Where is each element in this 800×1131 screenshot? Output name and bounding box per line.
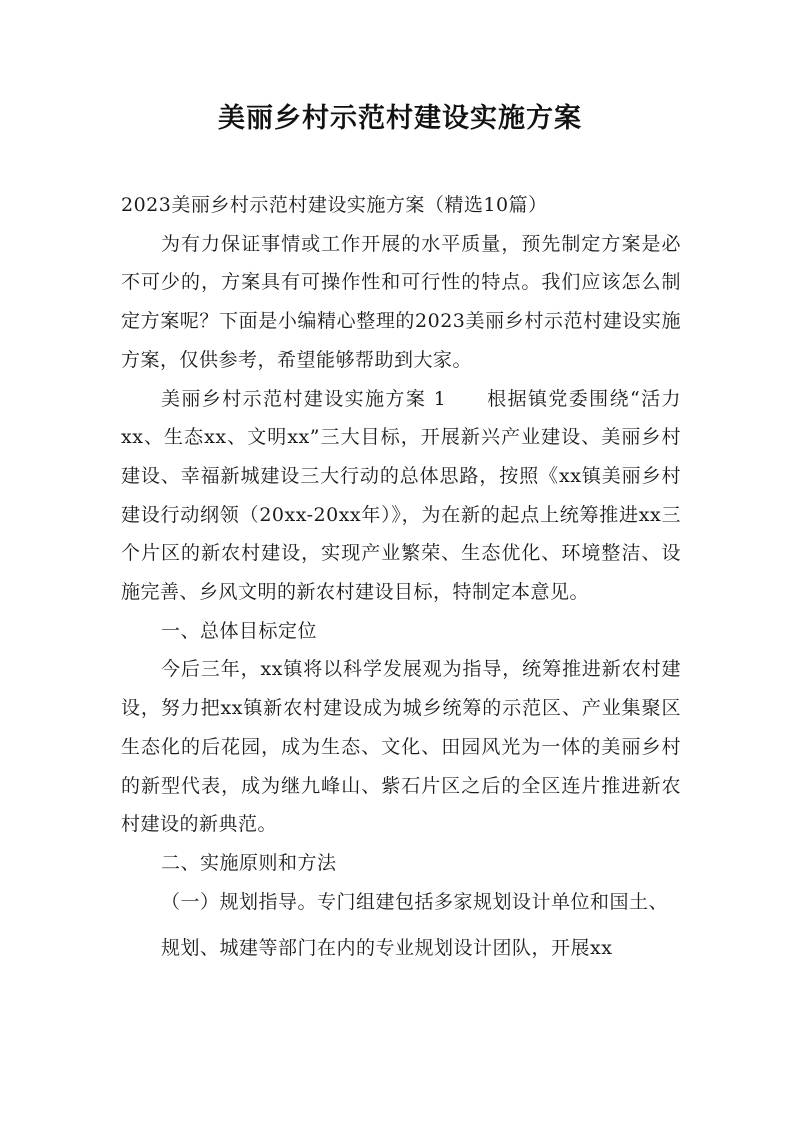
heading-overall-goal: 一、总体目标定位 xyxy=(161,619,318,642)
section-paragraph xyxy=(121,380,681,612)
heading-principles: 二、实施原则和方法 xyxy=(161,851,337,874)
document-body xyxy=(121,186,681,968)
section-body: 根据镇党委围绕“活力xx、生态xx、文明xx”三大目标，开展新兴产业建设、美丽乡村建设、幸福新城建设三大行动的总体思路，按照《xx镇美丽乡村建设行动纲领（20xx-20xx年）》，为在新的起点上统筹推进xx三个片区的新农村建设，实现产业繁荣、生态优化、环境整洁、设施完善、乡风文明的新农村建设目标，特制定本意见。 xyxy=(121,387,681,604)
document-subtitle: 2023美丽乡村示范村建设实施方案（精选10篇） xyxy=(121,194,548,216)
planning-paragraph: （一）规划指导。专门组建包括多家规划设计单位和国土、 xyxy=(161,890,669,913)
document-title: 美丽乡村示范村建设实施方案 xyxy=(218,103,582,134)
section-heading: 美丽乡村示范村建设实施方案 1 xyxy=(161,387,447,410)
goal-paragraph: 今后三年，xx镇将以科学发展观为指导，统筹推进新农村建设，努力把xx镇新农村建设成为城乡统筹的示范区、产业集聚区生态化的后花园，成为生态、文化、田园风光为一体的美丽乡村的新型代表，成为继九峰山、紫石片区之后的全区连片推进新农村建设的新典范。 xyxy=(121,658,681,836)
planning-continued-paragraph: 规划、城建等部门在内的专业规划设计团队，开展xx xyxy=(161,937,613,960)
intro-paragraph: 为有力保证事情或工作开展的水平质量，预先制定方案是必不可少的，方案具有可操作性和可行性的特点。我们应该怎么制定方案呢？下面是小编精心整理的2023美丽乡村示范村建设实施方案，仅供参考，希望能够帮助到大家。 xyxy=(121,232,681,371)
